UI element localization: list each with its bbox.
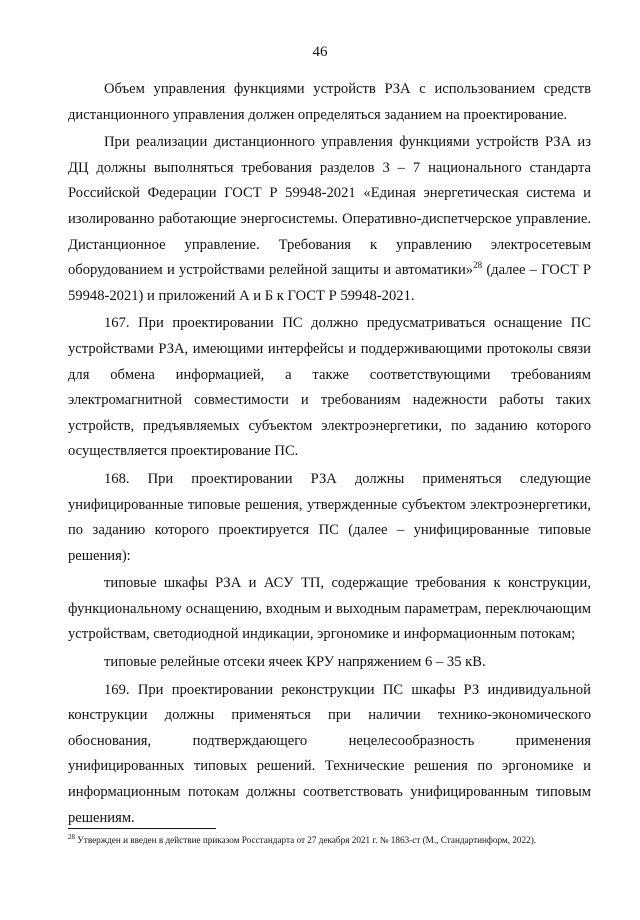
paragraph-text: При реализации дистанционного управления функциями устройств РЗА из ДЦ должны выполняться требования разделов 3 – 7 национального стандарта Российской Федерации ГОСТ Р 59948-2021 «Единая энергетическая система и изолированно работающие энергосистемы. Оперативно-диспетчерское управление. Дистанционное управление. Требования к управлению электросетевым оборудованием и устройствами релейной защиты и автоматики» bbox=[68, 134, 591, 279]
page-number: 46 bbox=[312, 44, 328, 60]
body-text bbox=[68, 77, 591, 831]
list-item-relay-compartments: типовые релейные отсеки ячеек КРУ напряжением 6 – 35 кВ. bbox=[104, 654, 486, 671]
footnote bbox=[68, 834, 598, 846]
footnote-text: Утвержден и введен в действие приказом Росстандарта от 27 декабря 2021 г. № 1863-ст (М., Стандартинформ, 2022). bbox=[75, 835, 537, 845]
paragraph-remote-control-scope: Объем управления функциями устройств РЗА с использованием средств дистанционного управления должен определяться заданием на проектирование. bbox=[68, 81, 591, 123]
paragraph-text-continued: (далее – ГОСТ Р 59948-2021) и приложений А и Б к ГОСТ Р 59948-2021. bbox=[68, 262, 591, 304]
footnote-reference: 28 bbox=[473, 260, 483, 271]
paragraph-167: 167. При проектировании ПС должно предусматриваться оснащение ПС устройствами РЗА, имеющими интерфейсы и поддерживающими протоколы связи для обмена информацией, а также соответствующими требованиям электромагнитной совместимости и требованиям надежности работы таких устройств, предъявляемых субъектом электроэнергетики, по заданию которого осуществляется проектирование ПС. bbox=[68, 315, 591, 460]
paragraph-169: 169. При проектировании реконструкции ПС шкафы РЗ индивидуальной конструкции должны применяться при наличии технико-экономического обоснования, подтверждающего нецелесообразность применения унифицированных типовых решений. Технические решения по эргономике и информационным потокам должны соответствовать унифицированным типовым решениям. bbox=[68, 681, 591, 826]
footnote-number: 28 bbox=[68, 832, 75, 841]
list-item-typical-cabinets: типовые шкафы РЗА и АСУ ТП, содержащие требования к конструкции, функциональному оснащению, входным и выходным параметрам, переключающим устройствам, светодиодной индикации, эргономике и информационным потокам; bbox=[68, 575, 591, 643]
footnote-separator bbox=[68, 828, 216, 829]
paragraph-168: 168. При проектировании РЗА должны применяться следующие унифицированные типовые решения, утвержденные субъектом электроэнергетики, по заданию которого проектируется ПС (далее – унифицированные типовые решения): bbox=[68, 470, 591, 564]
paragraph-remote-control-requirements bbox=[68, 130, 591, 309]
